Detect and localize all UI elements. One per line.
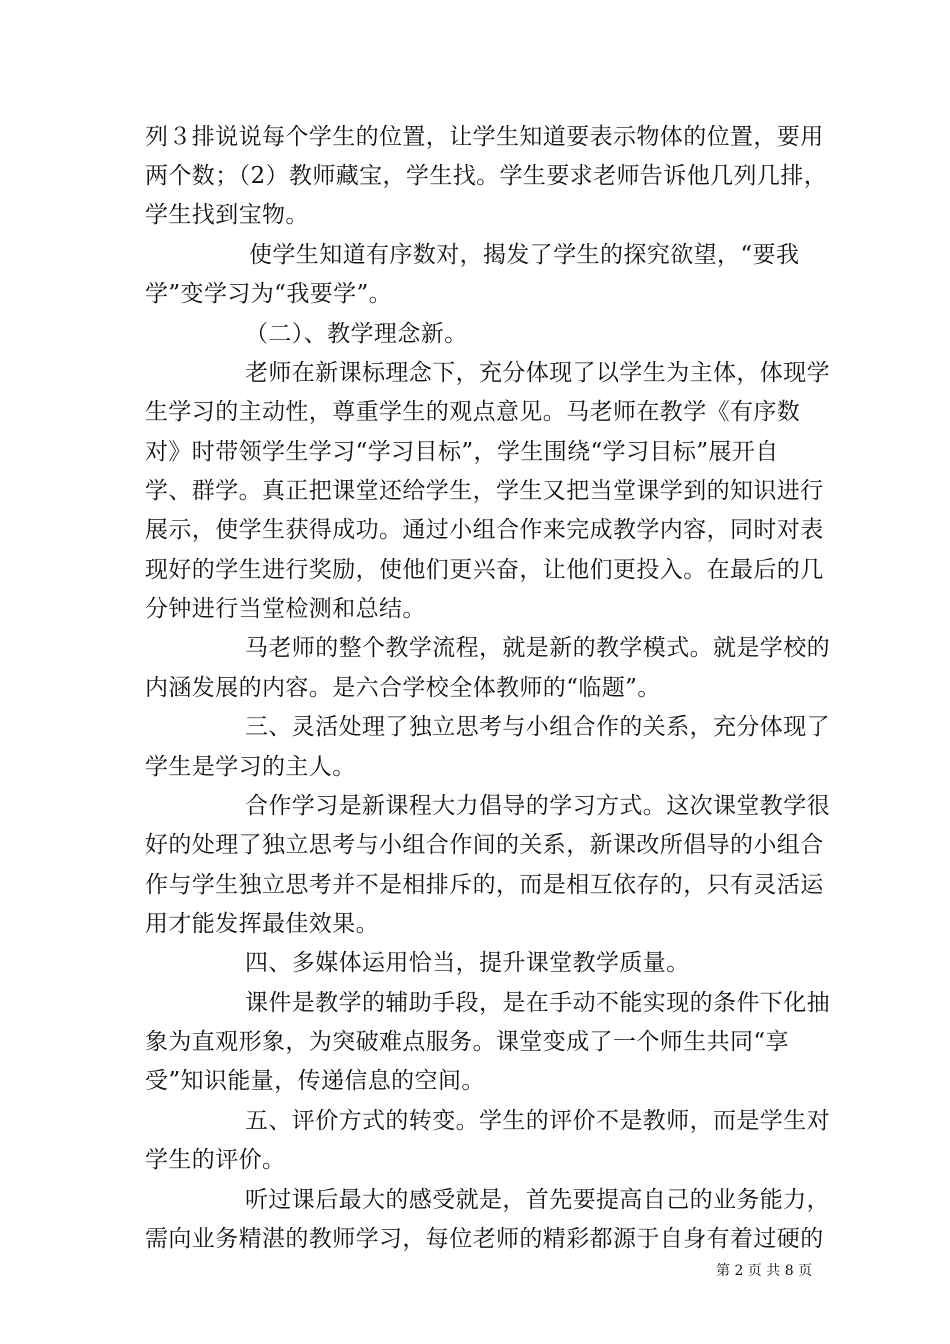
text-line: 分钟进行当堂检测和总结。 <box>145 596 426 622</box>
text-line: 学、群学。真正把课堂还给学生，学生又把当堂课学到的知识进行 <box>145 478 824 504</box>
text-line: 列３排说说每个学生的位置，让学生知道要表示物体的位置，要用 <box>145 124 824 150</box>
text-line: 合作学习是新课程大力倡导的学习方式。这次课堂教学很 <box>245 793 830 819</box>
text-line: 作与学生独立思考并不是相排斥的，而是相互依存的，只有灵活运 <box>145 872 824 898</box>
text-line: 需向业务精湛的教师学习，每位老师的精彩都源于自身有着过硬的 <box>145 1226 824 1252</box>
text-line: 学”变学习为“我要学”。 <box>145 281 393 307</box>
section-heading: 四、多媒体运用恰当，提升课堂教学质量。 <box>245 950 690 976</box>
text-line: 受”知识能量，传递信息的空间。 <box>145 1068 485 1094</box>
text-line: 用才能发挥最佳效果。 <box>145 911 379 937</box>
text-line: 展示，使学生获得成功。通过小组合作来完成教学内容，同时对表 <box>145 517 824 543</box>
text-line: 现好的学生进行奖励，使他们更兴奋，让他们更投入。在最后的几 <box>145 557 824 583</box>
text-line: 学生是学习的主人。 <box>145 754 356 780</box>
section-heading: 三、灵活处理了独立思考与小组合作的关系，充分体现了 <box>245 714 830 740</box>
text-line: 听过课后最大的感受就是，首先要提高自己的业务能力， <box>245 1187 830 1213</box>
text-line: 课件是教学的辅助手段，是在手动不能实现的条件下化抽 <box>245 990 830 1016</box>
text-line: 学生找到宝物。 <box>145 202 309 228</box>
text-line: 老师在新课标理念下，充分体现了以学生为主体，体现学 <box>245 360 830 386</box>
section-heading: 五、评价方式的转变。学生的评价不是教师，而是学生对 <box>245 1108 830 1134</box>
text-line: 生学习的主动性，尊重学生的观点意见。马老师在教学《有序数 <box>145 399 801 425</box>
text-line: 象为直观形象，为突破难点服务。课堂变成了一个师生共同“享 <box>145 1029 789 1055</box>
text-line: 对》时带领学生学习“学习目标”，学生围绕“学习目标”展开自 <box>145 439 779 465</box>
text-line: 两个数；（2）教师藏宝，学生找。学生要求老师告诉他几列几排， <box>145 163 828 189</box>
section-heading: （二）、教学理念新。 <box>245 321 468 347</box>
text-line: 学生的评价。 <box>145 1147 286 1173</box>
text-line: 使学生知道有序数对，揭发了学生的探究欲望，“要我 <box>249 242 800 268</box>
page-number: 第 2 页 共 8 页 <box>716 1263 813 1279</box>
text-line: 马老师的整个教学流程，就是新的教学模式。就是学校的 <box>245 635 830 661</box>
text-line: 内涵发展的内容。是六合学校全体教师的“临题”。 <box>145 675 661 701</box>
text-line: 好的处理了独立思考与小组合作间的关系，新课改所倡导的小组合 <box>145 832 824 858</box>
